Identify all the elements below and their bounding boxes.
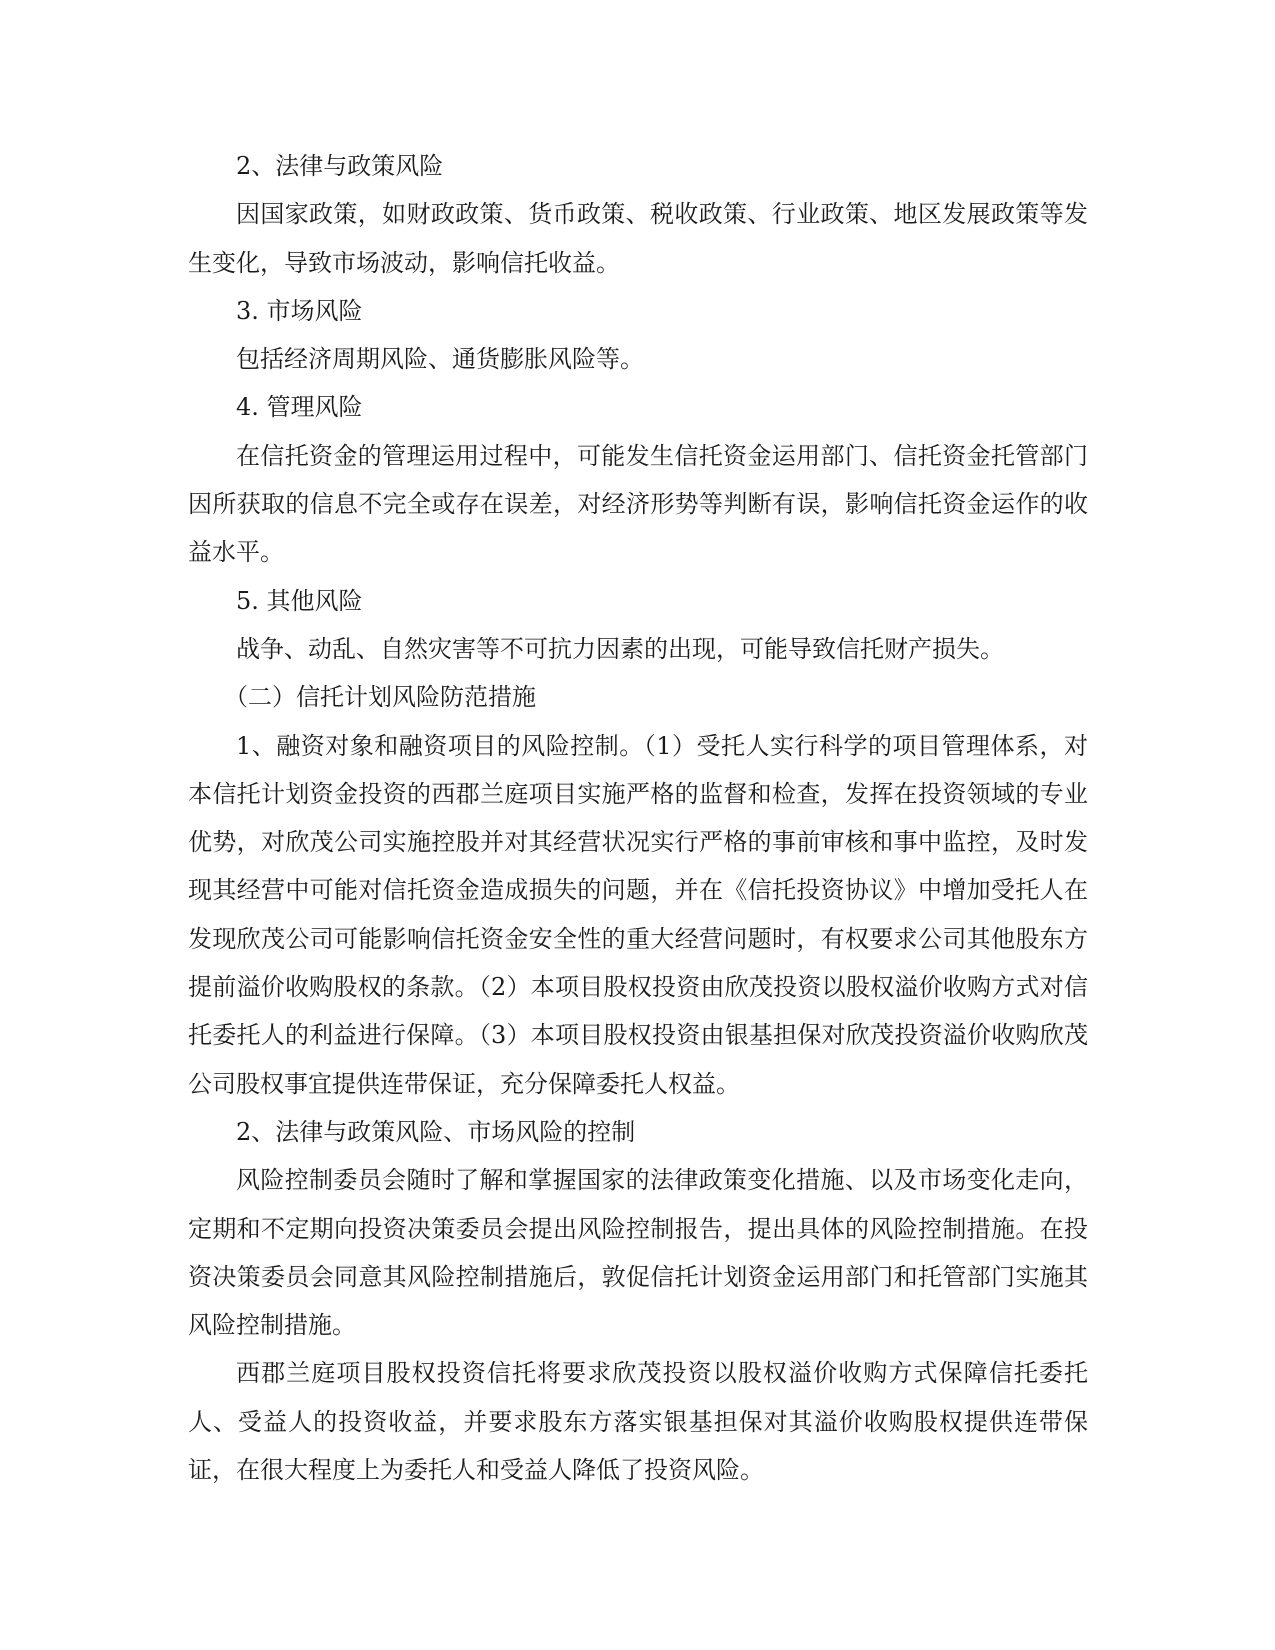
- paragraph-risk-committee: 风险控制委员会随时了解和掌握国家的法律政策变化措施、以及市场变化走向，定期和不定期向投资决策委员会提出风险控制报告，提出具体的风险控制措施。在投资决策委员会同意其风险控制措施后，敦促信托计划资金运用部门和托管部门实施其风险控制措施。: [188, 1166, 1088, 1340]
- paragraph-financing-risk-control: 1、融资对象和融资项目的风险控制。（1）受托人实行科学的项目管理体系，对本信托计划资金投资的西郡兰庭项目实施严格的监督和检查，发挥在投资领域的专业优势，对欣茂公司实施控股并对其经营状况实行严格的事前审核和事中监控，及时发现其经营中可能对信托资金造成损失的问题，并在《信托投资协议》中增加受托人在发现欣茂公司可能影响信托资金安全性的重大经营问题时，有权要求公司其他股东方提前溢价收购股权的条款。（2）本项目股权投资由欣茂投资以股权溢价收购方式对信托委托人的利益进行保障。（3）本项目股权投资由银基担保对欣茂投资溢价收购欣茂公司股权事宜提供连带保证，充分保障委托人权益。: [188, 731, 1088, 1098]
- paragraph-management-risk: 在信托资金的管理运用过程中，可能发生信托资金运用部门、信托资金托管部门因所获取的信息不完全或存在误差，对经济形势等判断有误，影响信托资金运作的收益水平。: [188, 441, 1088, 567]
- paragraph-legal-policy-risk: 因国家政策，如财政政策、货币政策、税收政策、行业政策、地区发展政策等发生变化，导致市场波动，影响信托收益。: [188, 200, 1088, 277]
- section-heading-legal-market-control: 2、法律与政策风险、市场风险的控制: [236, 1117, 636, 1146]
- paragraph-other-risk: 战争、动乱、自然灾害等不可抗力因素的出现，可能导致信托财产损失。: [236, 634, 1004, 663]
- document-page: [188, 142, 1088, 1494]
- section-heading-risk-prevention: （二）信托计划风险防范措施: [224, 683, 536, 712]
- section-heading-other-risk: 5. 其他风险: [236, 586, 363, 615]
- section-heading-management-risk: 4. 管理风险: [236, 393, 363, 422]
- paragraph-project-trust-guarantee: 西郡兰庭项目股权投资信托将要求欣茂投资以股权溢价收购方式保障信托委托人、受益人的投资收益，并要求股东方落实银基担保对其溢价收购股权提供连带保证，在很大程度上为委托人和受益人降低了投资风险。: [188, 1359, 1088, 1485]
- section-heading-market-risk: 3. 市场风险: [236, 296, 363, 325]
- paragraph-market-risk: 包括经济周期风险、通货膨胀风险等。: [236, 345, 644, 374]
- section-heading-legal-policy-risk: 2、法律与政策风险: [236, 152, 444, 180]
